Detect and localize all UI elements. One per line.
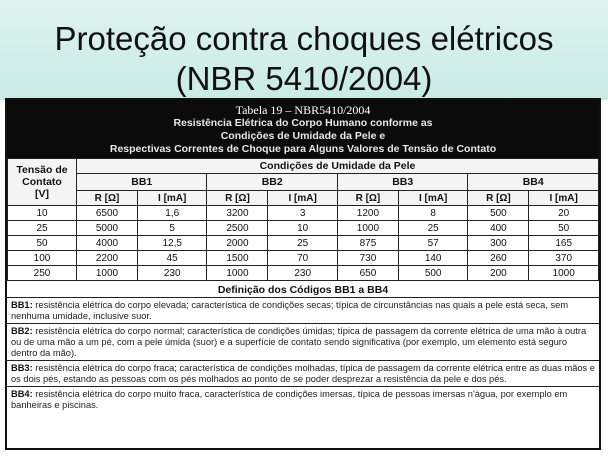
tensao-header-line: [V] [35, 188, 49, 200]
tensao-cell: 100 [8, 251, 77, 266]
group-header-bb2: BB2 [207, 174, 337, 191]
definition-text: resistência elétrica do corpo muito fraca, característica de condições imersas, típica de pessoas imersas n'água, por exemplo em banheiras e piscinas. [11, 389, 568, 410]
table-cell: 45 [137, 251, 207, 266]
col-header-i: I [mA] [137, 191, 207, 206]
table-row [8, 206, 599, 221]
table-cell: 260 [468, 251, 529, 266]
table-cell: 140 [398, 251, 468, 266]
definition-code: BB2: [11, 326, 33, 336]
table-cell: 25 [398, 221, 468, 236]
table-heading-line: Resistência Elétrica do Corpo Humano conforme as [173, 117, 433, 129]
table-row [8, 251, 599, 266]
slide-title-line1: Proteção contra choques elétricos [54, 20, 554, 57]
slide-title-line2: (NBR 5410/2004) [175, 60, 433, 97]
table-cell: 730 [337, 251, 398, 266]
table-cell: 3 [268, 206, 338, 221]
tensao-header-line: Contato [22, 176, 62, 188]
table-cell: 25 [268, 236, 338, 251]
table-heading-line: Condições de Umidade da Pele e [220, 130, 386, 142]
col-header-r: R [Ω] [77, 191, 138, 206]
table-cell: 5000 [77, 221, 138, 236]
table-cell: 50 [529, 221, 599, 236]
tensao-cell: 50 [8, 236, 77, 251]
table-sheet [5, 98, 601, 450]
table-cell: 6500 [77, 206, 138, 221]
tensao-header-line: Tensão de [16, 164, 68, 176]
table-body [8, 206, 599, 281]
table-cell: 875 [337, 236, 398, 251]
definition-bb2 [7, 323, 599, 360]
table-cell: 57 [398, 236, 468, 251]
definition-code: BB3: [11, 363, 33, 373]
table-cell: 10 [268, 221, 338, 236]
table-cell: 2500 [207, 221, 268, 236]
tensao-cell: 25 [8, 221, 77, 236]
table-row [8, 266, 599, 281]
table-cell: 8 [398, 206, 468, 221]
group-header-bb4: BB4 [468, 174, 599, 191]
table-cell: 500 [468, 206, 529, 221]
table-cell: 1,6 [137, 206, 207, 221]
table-cell: 1200 [337, 206, 398, 221]
table-cell: 230 [268, 266, 338, 281]
definition-bb1 [7, 297, 599, 323]
table-cell: 650 [337, 266, 398, 281]
table-cell: 12,5 [137, 236, 207, 251]
table-cell: 370 [529, 251, 599, 266]
definition-code: BB4: [11, 389, 33, 399]
tensao-cell: 250 [8, 266, 77, 281]
table-caption: Tabela 19 – NBR5410/2004 [235, 103, 371, 117]
col-header-i: I [mA] [398, 191, 468, 206]
col-header-r: R [Ω] [337, 191, 398, 206]
definition-text: resistência elétrica do corpo fraca; característica de condições molhadas, típica de passagem da corrente elétrica entre as duas mãos e os dois pés, estando as pessoas com os pés molhados ao ponto de se poder desprezar a resistência da pele e dos pés. [11, 363, 595, 384]
definition-bb4 [7, 386, 599, 412]
group-header-bb3: BB3 [337, 174, 467, 191]
definition-bb3 [7, 360, 599, 386]
resistance-table [7, 158, 599, 281]
table-row [8, 236, 599, 251]
col-header-i: I [mA] [268, 191, 338, 206]
table-cell: 2200 [77, 251, 138, 266]
definition-text: resistência elétrica do corpo elevada; característica de condições secas; típica de circunstâncias nas quais a pele está seca, sem nenhuma umidade, inclusive suor. [11, 300, 569, 321]
table-cell: 1000 [529, 266, 599, 281]
table-cell: 2000 [207, 236, 268, 251]
table-cell: 500 [398, 266, 468, 281]
tensao-cell: 10 [8, 206, 77, 221]
table-cell: 20 [529, 206, 599, 221]
table-cell: 1000 [77, 266, 138, 281]
table-cell: 4000 [77, 236, 138, 251]
slide-header [0, 0, 608, 100]
group-header-bb1: BB1 [77, 174, 207, 191]
definition-text: resistência elétrica do corpo normal; característica de condições úmidas; típica de passagem da corrente elétrica de uma mão à outra ou de uma mão a um pé, com a pele úmida (suor) e a superfície de contato sendo significativa (por exemplo, um elemento está seguro dentro da mão). [11, 326, 587, 358]
table-cell: 5 [137, 221, 207, 236]
table-cell: 70 [268, 251, 338, 266]
table-cell: 165 [529, 236, 599, 251]
definitions-title: Definição dos Códigos BB1 a BB4 [217, 284, 389, 296]
table-cell: 3200 [207, 206, 268, 221]
table-cell: 1000 [207, 266, 268, 281]
conditions-header: Condições de Umidade da Pele [77, 159, 599, 174]
col-header-r: R [Ω] [468, 191, 529, 206]
col-header-i: I [mA] [529, 191, 599, 206]
table-cell: 300 [468, 236, 529, 251]
table-banner [7, 100, 599, 158]
col-header-r: R [Ω] [207, 191, 268, 206]
table-cell: 400 [468, 221, 529, 236]
table-cell: 230 [137, 266, 207, 281]
table-heading-line: Respectivas Correntes de Choque para Alguns Valores de Tensão de Contato [109, 143, 497, 155]
table-cell: 1000 [337, 221, 398, 236]
definition-code: BB1: [11, 300, 33, 310]
table-cell: 200 [468, 266, 529, 281]
table-row [8, 221, 599, 236]
tensao-header [8, 159, 77, 206]
table-cell: 1500 [207, 251, 268, 266]
